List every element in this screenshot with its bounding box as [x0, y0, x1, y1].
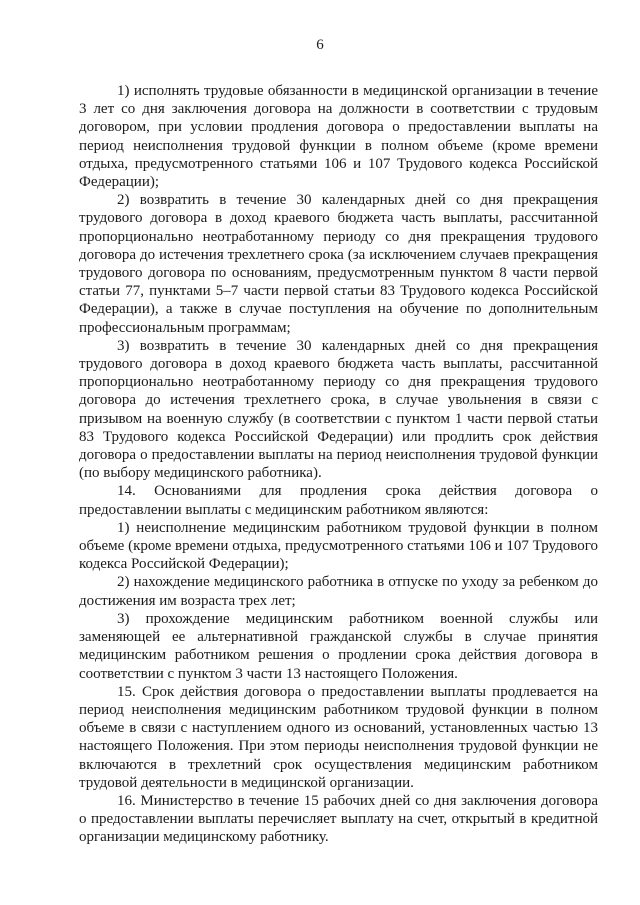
paragraph-14-extension-grounds: 14. Основаниями для продления срока действия договора о предоставлении выплаты с медицинским работником являются:	[79, 483, 598, 518]
paragraph-1-obligation-work: 1) исполнять трудовые обязанности в медицинской организации в течение 3 лет со дня заключения договора на должности в соответствии с трудовым договором, при условии продления договора о предоставлении выплаты на период неисполнения трудовой функции в полном объеме (кроме времени отдыха, предусмотренного статьями 106 и 107 Трудового кодекса Российской Федерации);	[79, 83, 598, 191]
paragraph-14-item-3: 3) прохождение медицинским работником военной службы или заменяющей ее альтернативной гражданской службы в случае принятия медицинским работником решения о продлении срока действия договора в соответствии с пунктом 3 части 13 настоящего Положения.	[79, 610, 598, 682]
paragraph-15-extension-period: 15. Срок действия договора о предоставлении выплаты продлевается на период неисполнения медицинским работником трудовой функции в полном объеме в связи с наступлением одного из оснований, установленных частью 13 настоящего Положения. При этом периоды неисполнения трудовой функции не включаются в трехлетний срок осуществления медицинским работником трудовой деятельности в медицинской организации.	[79, 683, 598, 791]
paragraph-3-obligation-return-military: 3) возвратить в течение 30 календарных дней со дня прекращения трудового договора в доход краевого бюджета часть выплаты, рассчитанной пропорционально неотработанному периоду со дня прекращения трудового договора до истечения трехлетнего срока, в случае увольнения в связи с призывом на военную службу (в соответствии с пунктом 1 части первой статьи 83 Трудового кодекса Российской Федерации) или продлить срок действия договора о предоставлении выплаты на период неисполнения трудовой функции (по выбору медицинского работника).	[79, 337, 598, 482]
paragraph-14-item-2: 2) нахождение медицинского работника в отпуске по уходу за ребенком до достижения им возраста трех лет;	[79, 574, 598, 609]
page-number: 6	[316, 37, 324, 53]
paragraph-16-payment-transfer: 16. Министерство в течение 15 рабочих дней со дня заключения договора о предоставлении выплаты перечисляет выплату на счет, открытый в кредитной организации медицинскому работнику.	[79, 792, 598, 846]
paragraph-2-obligation-return: 2) возвратить в течение 30 календарных дней со дня прекращения трудового договора в доход краевого бюджета часть выплаты, рассчитанной пропорционально неотработанному периоду со дня прекращения трудового договора до истечения трехлетнего срока (за исключением случаев прекращения трудового договора по основаниям, предусмотренным пунктом 8 части первой статьи 77, пунктами 5–7 части первой статьи 83 Трудового кодекса Российской Федерации), а также в случае поступления на обучение по дополнительным профессиональным программам;	[79, 192, 598, 336]
document-body	[79, 82, 598, 847]
paragraph-14-item-1: 1) неисполнение медицинским работником трудовой функции в полном объеме (кроме времени отдыха, предусмотренного статьями 106 и 107 Трудового кодекса Российской Федерации);	[79, 519, 598, 573]
